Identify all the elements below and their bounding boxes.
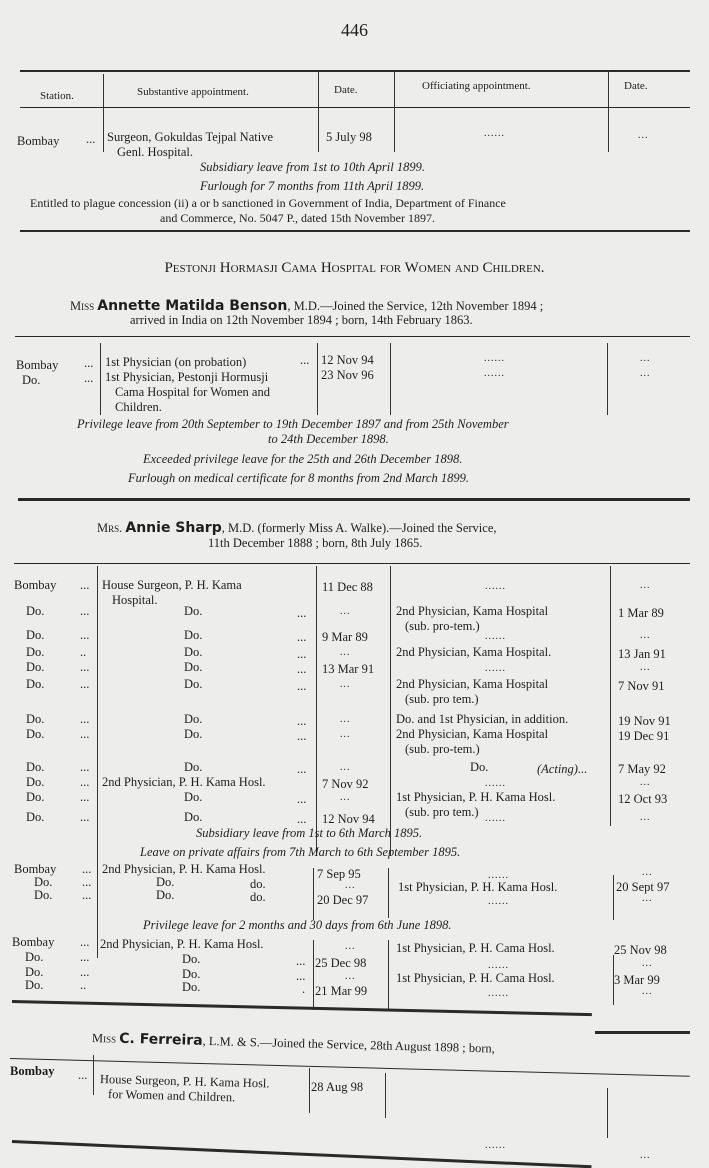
date-cell: ...: [638, 130, 649, 141]
leave-note: Exceeded privilege leave for the 25th and 26th December 1898.: [143, 452, 463, 466]
officer-details: , M.D.—Joined the Service, 12th November 1894 ;: [287, 299, 544, 313]
appointment-cell: Do.: [184, 810, 203, 824]
officiating-cell: (sub. pro-tem.): [405, 619, 480, 633]
officiating-cell: ......: [488, 960, 509, 971]
rule: [18, 498, 690, 501]
date-cell: ...: [642, 986, 653, 997]
officer-details: , M.D. (formerly Miss A. Walke).—Joined the Service,: [221, 521, 497, 535]
dots: ...: [296, 954, 306, 968]
station-cell: Bombay: [10, 1064, 55, 1078]
rule: [15, 336, 690, 337]
officer-details: 11th December 1888 ; born, 8th July 1865.: [208, 536, 423, 550]
column-divider: [313, 940, 314, 1010]
date-cell: 11 Dec 88: [322, 580, 373, 594]
page-number: 446: [341, 20, 368, 40]
appointment-cell: Hospital.: [112, 593, 158, 607]
dots: ...: [80, 775, 90, 789]
appointment-cell: Do.: [184, 677, 203, 691]
column-divider: [318, 72, 319, 152]
column-divider: [607, 1088, 608, 1138]
dots: ...: [80, 965, 90, 979]
dots: ...: [296, 969, 306, 983]
dots: ..: [80, 978, 87, 992]
dots: ...: [297, 647, 307, 661]
date-cell: 23 Nov 96: [321, 368, 374, 382]
dots: ...: [80, 677, 90, 691]
dots: ...: [297, 729, 307, 743]
appointment-cell: 1st Physician, Pestonji Hormusji: [105, 370, 269, 384]
officiating-cell: 2nd Physician, Kama Hospital: [396, 727, 549, 741]
officiating-cell: (sub. pro tem.): [405, 692, 479, 706]
dots: ...: [80, 660, 90, 674]
date-cell: 7 Nov 91: [618, 679, 665, 693]
officiating-cell: ......: [485, 631, 506, 642]
officer-details: arrived in India on 12th November 1894 ; born, 14th February 1863.: [130, 313, 473, 327]
appointment-cell: Do.: [184, 712, 203, 726]
date-cell: 25 Dec 98: [315, 956, 367, 970]
appointment-cell: 2nd Physician, P. H. Kama Hosl.: [102, 862, 266, 876]
leave-note: to 24th December 1898.: [268, 432, 389, 446]
officer-heading: [70, 298, 543, 314]
station-cell: Do.: [26, 810, 45, 824]
column-divider: [313, 868, 314, 920]
appointment-cell: Surgeon, Gokuldas Tejpal Native: [107, 130, 273, 144]
date-cell: 7 Nov 92: [322, 777, 369, 791]
station-cell: Do.: [25, 950, 44, 964]
appointment-cell: Cama Hospital for Women and: [115, 385, 270, 399]
station-cell: Do.: [26, 677, 45, 691]
appointment-cell: Do.: [184, 727, 203, 741]
date-cell: 19 Dec 91: [618, 729, 670, 743]
appointment-cell: Do.: [184, 660, 203, 674]
appointment-cell: Do.: [182, 967, 201, 981]
dots: ...: [84, 371, 94, 385]
column-divider: [385, 1073, 386, 1118]
officiating-cell: (sub. pro-tem.): [405, 742, 480, 756]
dots: ...: [80, 810, 90, 824]
column-divider: [100, 343, 101, 415]
officer-details: , L.M. & S.—Joined the Service, 28th August 1898 ; born,: [202, 1033, 496, 1056]
date-cell: ...: [340, 647, 351, 658]
dots: ...: [80, 628, 90, 642]
date-cell: 7 Sep 95: [317, 867, 361, 881]
name-prefix: Miss: [70, 299, 95, 313]
date-cell: ...: [340, 679, 351, 690]
dots: ...: [80, 935, 90, 949]
dots: ...: [82, 862, 92, 876]
dots: ...: [86, 132, 96, 146]
station-cell: Do.: [26, 628, 45, 642]
station-cell: Do.: [26, 660, 45, 674]
rule: [20, 70, 690, 72]
date-cell: ...: [340, 606, 351, 617]
officiating-cell: ......: [488, 896, 509, 907]
station-cell: Do.: [22, 373, 41, 387]
station-cell: Do.: [26, 775, 45, 789]
date-cell: 19 Nov 91: [618, 714, 671, 728]
date-cell: ...: [340, 792, 351, 803]
appointment-cell: Do.: [182, 980, 201, 994]
officiating-cell: (sub. pro tem.): [405, 805, 479, 819]
officer-heading: [92, 1030, 495, 1057]
officiating-cell: 1st Physician, P. H. Cama Hosl.: [396, 941, 555, 955]
concession-note: Entitled to plague concession (ii) a or b sanctioned in Government of India, Department of Finance: [30, 196, 506, 210]
appointment-cell: Do.: [184, 645, 203, 659]
appointment-cell: House Surgeon, P. H. Kama Hosl.: [99, 1072, 270, 1091]
appointment-cell: Do.: [184, 628, 203, 642]
header-substantive: Substantive appointment.: [137, 86, 249, 98]
date-cell: 13 Jan 91: [618, 647, 666, 661]
officiating-cell: ......: [485, 663, 506, 674]
appointment-cell: Children.: [115, 400, 162, 414]
station-cell: Do.: [34, 888, 53, 902]
column-divider: [388, 940, 389, 1010]
officiating-cell: 2nd Physician, Kama Hospital: [396, 604, 549, 618]
dots: ..: [80, 645, 87, 659]
officiating-cell: Do. and 1st Physician, in addition.: [396, 712, 569, 726]
date-cell: 12 Oct 93: [618, 792, 668, 806]
station-cell: Do.: [34, 875, 53, 889]
dots: ...: [297, 606, 307, 620]
date-cell: 9 Mar 89: [322, 630, 368, 644]
dots: .: [302, 982, 306, 996]
leave-note: Furlough for 7 months from 11th April 1899.: [200, 179, 425, 193]
leave-note: Furlough on medical certificate for 8 months from 2nd March 1899.: [128, 471, 470, 485]
officer-name: C. Ferreira: [119, 1030, 203, 1049]
date-cell: 13 Mar 91: [322, 662, 375, 676]
date-cell: 21 Mar 99: [315, 984, 368, 998]
dots: ...: [80, 760, 90, 774]
officiating-cell: ......: [484, 128, 505, 139]
station-cell: Do.: [26, 727, 45, 741]
rule: [14, 563, 690, 564]
column-divider: [390, 566, 391, 856]
column-divider: [97, 566, 98, 958]
station-cell: Bombay: [14, 862, 57, 876]
officiating-cell: ......: [484, 353, 505, 364]
date-cell: ...: [640, 630, 651, 641]
officiating-cell: 1st Physician, P. H. Kama Hosl.: [396, 790, 556, 804]
rule: [12, 1000, 592, 1016]
dots: ...: [80, 604, 90, 618]
dots: ...: [78, 1068, 88, 1082]
column-divider: [103, 74, 104, 152]
appointment-cell: Do.: [156, 888, 175, 902]
officer-name: Annie Sharp: [125, 520, 222, 536]
dots: ...: [300, 353, 310, 367]
date-cell: ...: [340, 762, 351, 773]
officiating-cell: ......: [488, 988, 509, 999]
column-divider: [610, 566, 611, 826]
officiating-cell: ......: [488, 870, 509, 881]
appointment-cell: Do.: [156, 875, 175, 889]
officiating-cell: Do.: [470, 760, 489, 774]
appointment-cell: 2nd Physician, P. H. Kama Hosl.: [102, 775, 266, 789]
date-cell: 28 Aug 98: [311, 1080, 364, 1094]
date-cell: ...: [640, 368, 651, 379]
dots: ...: [80, 712, 90, 726]
date-cell: ...: [642, 893, 653, 904]
dots: ...: [84, 356, 94, 370]
date-cell: ...: [345, 941, 356, 952]
station-cell: Bombay: [16, 358, 59, 372]
header-officiating: Officiating appointment.: [422, 80, 531, 92]
date-cell: ...: [640, 662, 651, 673]
dots: ...: [297, 762, 307, 776]
dots: ...: [80, 790, 90, 804]
appointment-cell: 2nd Physician, P. H. Kama Hosl.: [100, 937, 264, 951]
date-cell: 5 July 98: [326, 130, 372, 144]
leave-note: Subsidiary leave from 1st to 10th April 1899.: [200, 160, 425, 174]
date-cell: ...: [642, 958, 653, 969]
officiating-cell: ......: [485, 778, 506, 789]
appointment-cell: for Women and Children.: [107, 1087, 236, 1105]
header-date-2: Date.: [624, 80, 648, 92]
rule: [595, 1031, 690, 1034]
dots: ...: [82, 875, 92, 889]
column-divider: [613, 875, 614, 920]
appointment-cell: 1st Physician (on probation): [105, 355, 247, 369]
officer-heading: [97, 520, 497, 536]
station-cell: Do.: [26, 604, 45, 618]
column-divider: [309, 1068, 310, 1113]
dots: ...: [297, 714, 307, 728]
date-cell: ...: [642, 867, 653, 878]
station-cell: Bombay: [17, 134, 60, 148]
station-cell: Bombay: [14, 578, 57, 592]
date-cell: ...: [640, 1150, 651, 1161]
date-cell: 20 Sept 97: [616, 880, 670, 894]
appointment-cell: House Surgeon, P. H. Kama: [102, 578, 242, 592]
leave-note: Leave on private affairs from 7th March to 6th September 1895.: [140, 845, 461, 859]
dots: ...: [80, 950, 90, 964]
dots: ...: [80, 727, 90, 741]
name-prefix: Mrs.: [97, 521, 123, 535]
dots: ...: [297, 792, 307, 806]
officiating-cell: ......: [485, 813, 506, 824]
date-cell: ...: [640, 580, 651, 591]
name-prefix: Miss: [91, 1031, 117, 1046]
appointment-cell: Do.: [184, 790, 203, 804]
date-cell: ...: [345, 971, 356, 982]
officiating-cell: ......: [485, 581, 506, 592]
leave-note: Privilege leave from 20th September to 19th December 1897 and from 25th November: [77, 417, 509, 431]
station-cell: Do.: [26, 645, 45, 659]
rule: [20, 230, 690, 232]
officiating-cell: 1st Physician, P. H. Kama Hosl.: [398, 880, 558, 894]
officer-name: Annette Matilda Benson: [97, 298, 288, 314]
column-divider: [93, 1055, 94, 1095]
date-cell: ...: [640, 812, 651, 823]
date-cell: ...: [640, 353, 651, 364]
leave-note: Subsidiary leave from 1st to 6th March 1895.: [196, 826, 423, 840]
appointment-cell: do.: [250, 890, 266, 904]
station-cell: Do.: [25, 978, 44, 992]
appointment-cell: Do.: [182, 952, 201, 966]
header-station: Station.: [40, 90, 74, 102]
column-divider: [317, 343, 318, 415]
rule: [20, 107, 690, 108]
column-divider: [608, 70, 609, 152]
officiating-cell: ......: [484, 368, 505, 379]
date-cell: ...: [345, 880, 356, 891]
date-cell: 20 Dec 97: [317, 893, 369, 907]
column-divider: [607, 343, 608, 415]
appointment-cell: Do.: [184, 760, 203, 774]
officiating-cell: 2nd Physician, Kama Hospital: [396, 677, 549, 691]
appointment-cell: do.: [250, 877, 266, 891]
station-cell: Bombay: [12, 935, 55, 949]
dots: ...: [297, 812, 307, 826]
appointment-cell: Do.: [184, 604, 203, 618]
header-date: Date.: [334, 84, 358, 96]
station-cell: Do.: [26, 760, 45, 774]
officiating-cell: ......: [485, 1140, 506, 1151]
date-cell: 7 May 92: [618, 762, 666, 776]
dots: ...: [80, 578, 90, 592]
date-cell: ...: [340, 714, 351, 725]
officiating-cell: 2nd Physician, Kama Hospital.: [396, 645, 552, 659]
officiating-acting: (Acting)...: [537, 762, 588, 776]
station-cell: Do.: [25, 965, 44, 979]
officiating-cell: 1st Physician, P. H. Cama Hosl.: [396, 971, 555, 985]
date-cell: ...: [640, 777, 651, 788]
concession-note: and Commerce, No. 5047 P., dated 15th November 1897.: [160, 211, 435, 225]
date-cell: 25 Nov 98: [614, 943, 667, 957]
column-divider: [390, 343, 391, 415]
dots: ...: [297, 679, 307, 693]
appointment-cell: Genl. Hospital.: [117, 145, 194, 159]
dots: ...: [82, 888, 92, 902]
date-cell: 12 Nov 94: [321, 353, 374, 367]
date-cell: 12 Nov 94: [322, 812, 375, 826]
date-cell: 1 Mar 89: [618, 606, 664, 620]
station-cell: Do.: [26, 712, 45, 726]
column-divider: [316, 566, 317, 856]
section-title: Pestonji Hormasji Cama Hospital for Women and Children.: [164, 260, 545, 276]
date-cell: ...: [340, 729, 351, 740]
leave-note: Privilege leave for 2 months and 30 days from 6th June 1898.: [143, 918, 452, 932]
column-divider: [388, 868, 389, 918]
column-divider: [394, 70, 395, 152]
dots: ...: [297, 662, 307, 676]
date-cell: 3 Mar 99: [614, 973, 660, 987]
station-cell: Do.: [26, 790, 45, 804]
dots: ...: [297, 630, 307, 644]
